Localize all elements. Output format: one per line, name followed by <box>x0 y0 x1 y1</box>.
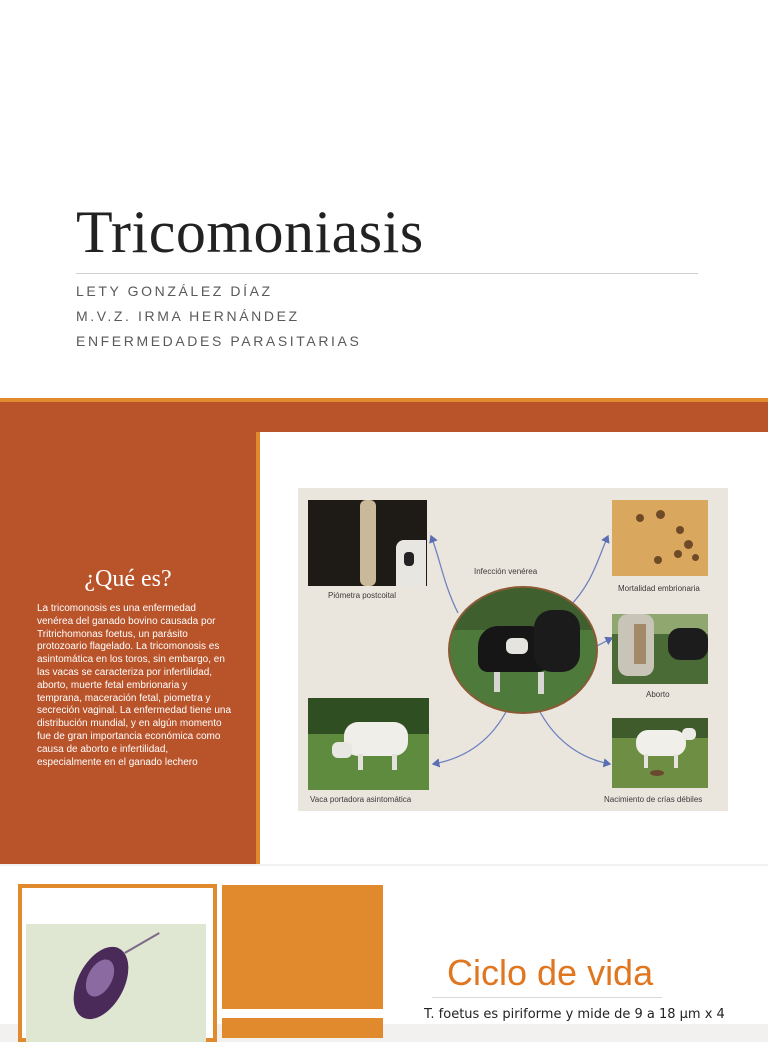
caption-bottom-left: Vaca portadora asintomática <box>310 795 412 804</box>
caption-top-right: Mortalidad embrionaria <box>618 584 700 593</box>
caption-mid-right: Aborto <box>646 690 670 699</box>
panel-edge <box>256 432 260 864</box>
author-line: LETY GONZÁLEZ DÍAZ <box>76 283 273 299</box>
what-is-slide <box>0 432 768 864</box>
caption-bottom-right: Nacimiento de crías débiles <box>604 795 703 804</box>
definition-heading: ¿Qué es? <box>84 566 172 592</box>
transmission-diagram <box>298 488 728 811</box>
venereal-infection-photo <box>448 586 598 714</box>
course-line: ENFERMEDADES PARASITARIAS <box>76 333 362 349</box>
slide-title: Tricomoniasis <box>76 199 424 265</box>
embryonic-mortality-photo <box>612 500 708 576</box>
definition-panel <box>0 432 256 864</box>
title-slide <box>0 0 768 398</box>
parasite-micrograph <box>26 924 206 1042</box>
slide-divider-band <box>0 402 768 432</box>
caption-top-left: Piómetra postcoital <box>328 591 397 600</box>
life-cycle-title: Ciclo de vida <box>447 952 654 993</box>
caption-center: Infección venérea <box>474 567 538 576</box>
postcoital-pyometra-photo <box>308 500 427 586</box>
title-divider <box>76 273 698 274</box>
life-cycle-slide <box>0 866 768 1024</box>
accent-block-lower <box>222 1018 383 1038</box>
weak-calves-photo <box>612 718 708 788</box>
carrier-cow-photo <box>308 698 429 790</box>
life-cycle-divider <box>432 997 662 998</box>
accent-block <box>222 885 383 1009</box>
definition-text: La tricomonosis es una enfermedad venérea del ganado bovino causada por Tritrichomonas foetus, un parásito protozoario flagelado. La tricomonosis es asintomática en los toros, sin embargo, en las vacas se caracteriza por infertilidad, aborto, muerte fetal embrionaria y temprana, maceración fetal, piometra y secreción vaginal. La enfermedad tiene una distribución mundial, y en algún momento fue de gran importancia económica como causa de aborto e infertilidad, especialmente en el ganado lechero <box>37 603 232 768</box>
advisor-line: M.V.Z. IRMA HERNÁNDEZ <box>76 308 300 324</box>
abortion-photo <box>612 614 708 684</box>
parasite-image-frame <box>18 884 217 1042</box>
life-cycle-text: T. foetus es piriforme y mide de 9 a 18 µm x 4 <box>424 1007 725 1022</box>
